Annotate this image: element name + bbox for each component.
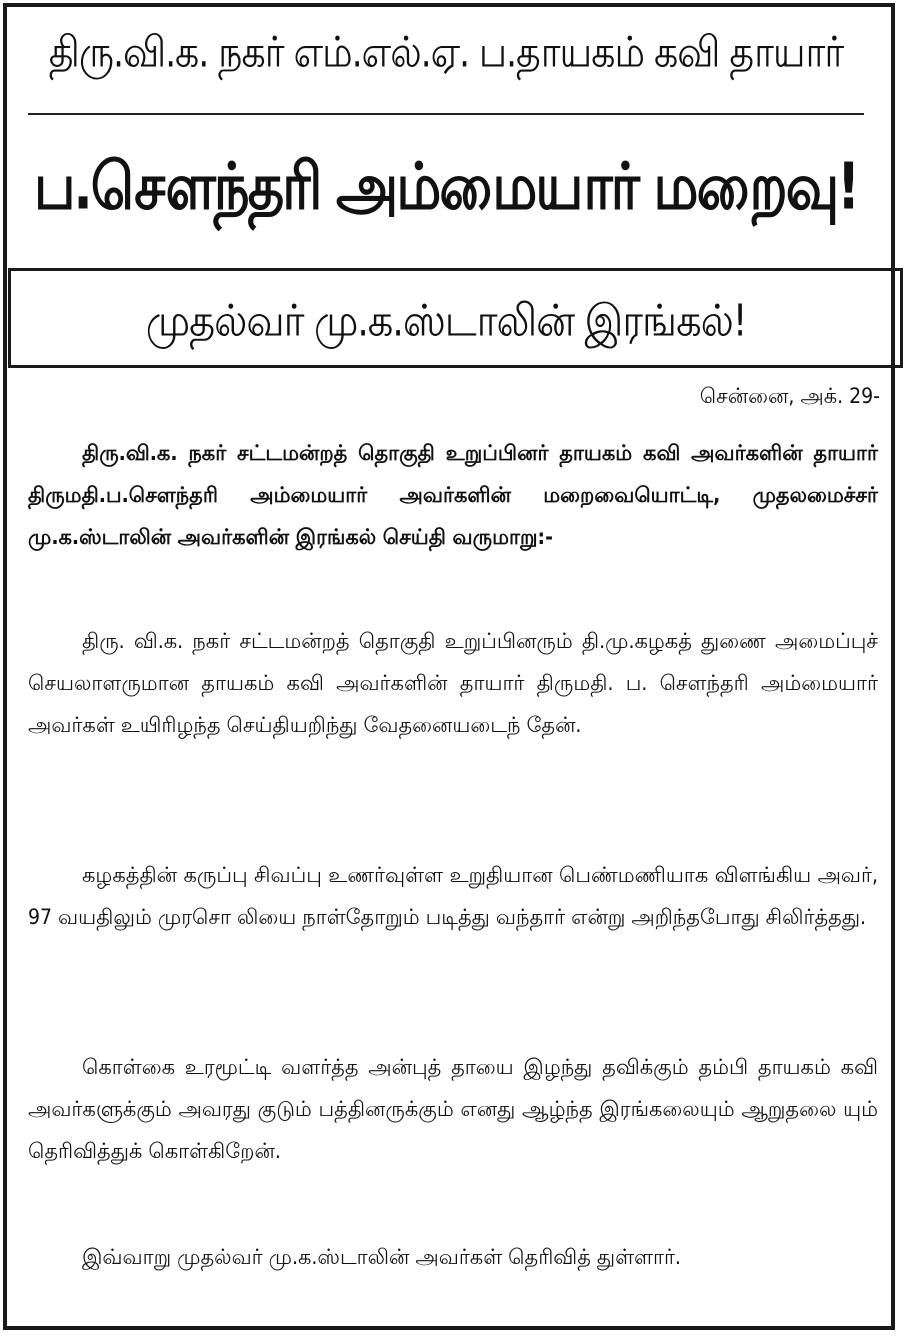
headline-divider [28,113,864,115]
dateline: சென்னை, அக். 29- [699,384,880,408]
article-subhead: முதல்வர் மு.க.ஸ்டாலின் இரங்கல்! [145,295,747,347]
body-paragraph: கழகத்தின் கருப்பு சிவப்பு உணர்வுள்ள உறுதியான பெண்மணியாக விளங்கிய அவர், 97 வயதிலும் முரசொ லியை நாள்தோறும் படித்து வந்தார் என்று அறிந்தபோது சிலிர்த்தது. [28,863,878,929]
body-paragraph: கொள்கை உரமூட்டி வளர்த்த அன்புத் தாயை இழந்து தவிக்கும் தம்பி தாயகம் கவி அவர்களுக்கும் அவரது குடும் பத்தினருக்கும் எனது ஆழ்ந்த இரங்கலையும் ஆறுதலை யும் தெரிவித்துக் கொள்கிறேன். [28,1055,878,1163]
article-headline: ப.சௌந்தரி அம்மையார் மறைவு! [33,150,859,225]
body-paragraph: திரு. வி.க. நகர் சட்டமன்றத் தொகுதி உறுப்பினரும் தி.மு.கழகத் துணை அமைப்புச் செயலாளருமான தாயகம் கவி அவர்களின் தாயார் திருமதி. ப. சௌந்தரி அம்மையார் அவர்கள் உயிரிழந்த செய்தியறிந்து வேதனையடைந் தேன். [28,629,878,737]
body-paragraph: இவ்வாறு முதல்வர் மு.க.ஸ்டாலின் அவர்கள் தெரிவித் துள்ளார். [82,1245,681,1269]
article-kicker: திரு.வி.க. நகர் எம்.எல்.ஏ. ப.தாயகம் கவி தாயார் [48,27,844,77]
lead-paragraph: திரு.வி.க. நகர் சட்டமன்றத் தொகுதி உறுப்பினர் தாயகம் கவி அவர்களின் தாயார் திருமதி.ப.சௌந்தரி அம்மையார் அவர்களின் மறைவையொட்டி, முதலமைச்சர் மு.க.ஸ்டாலின் அவர்களின் இரங்கல் செய்தி வருமாறு:- [28,441,878,549]
